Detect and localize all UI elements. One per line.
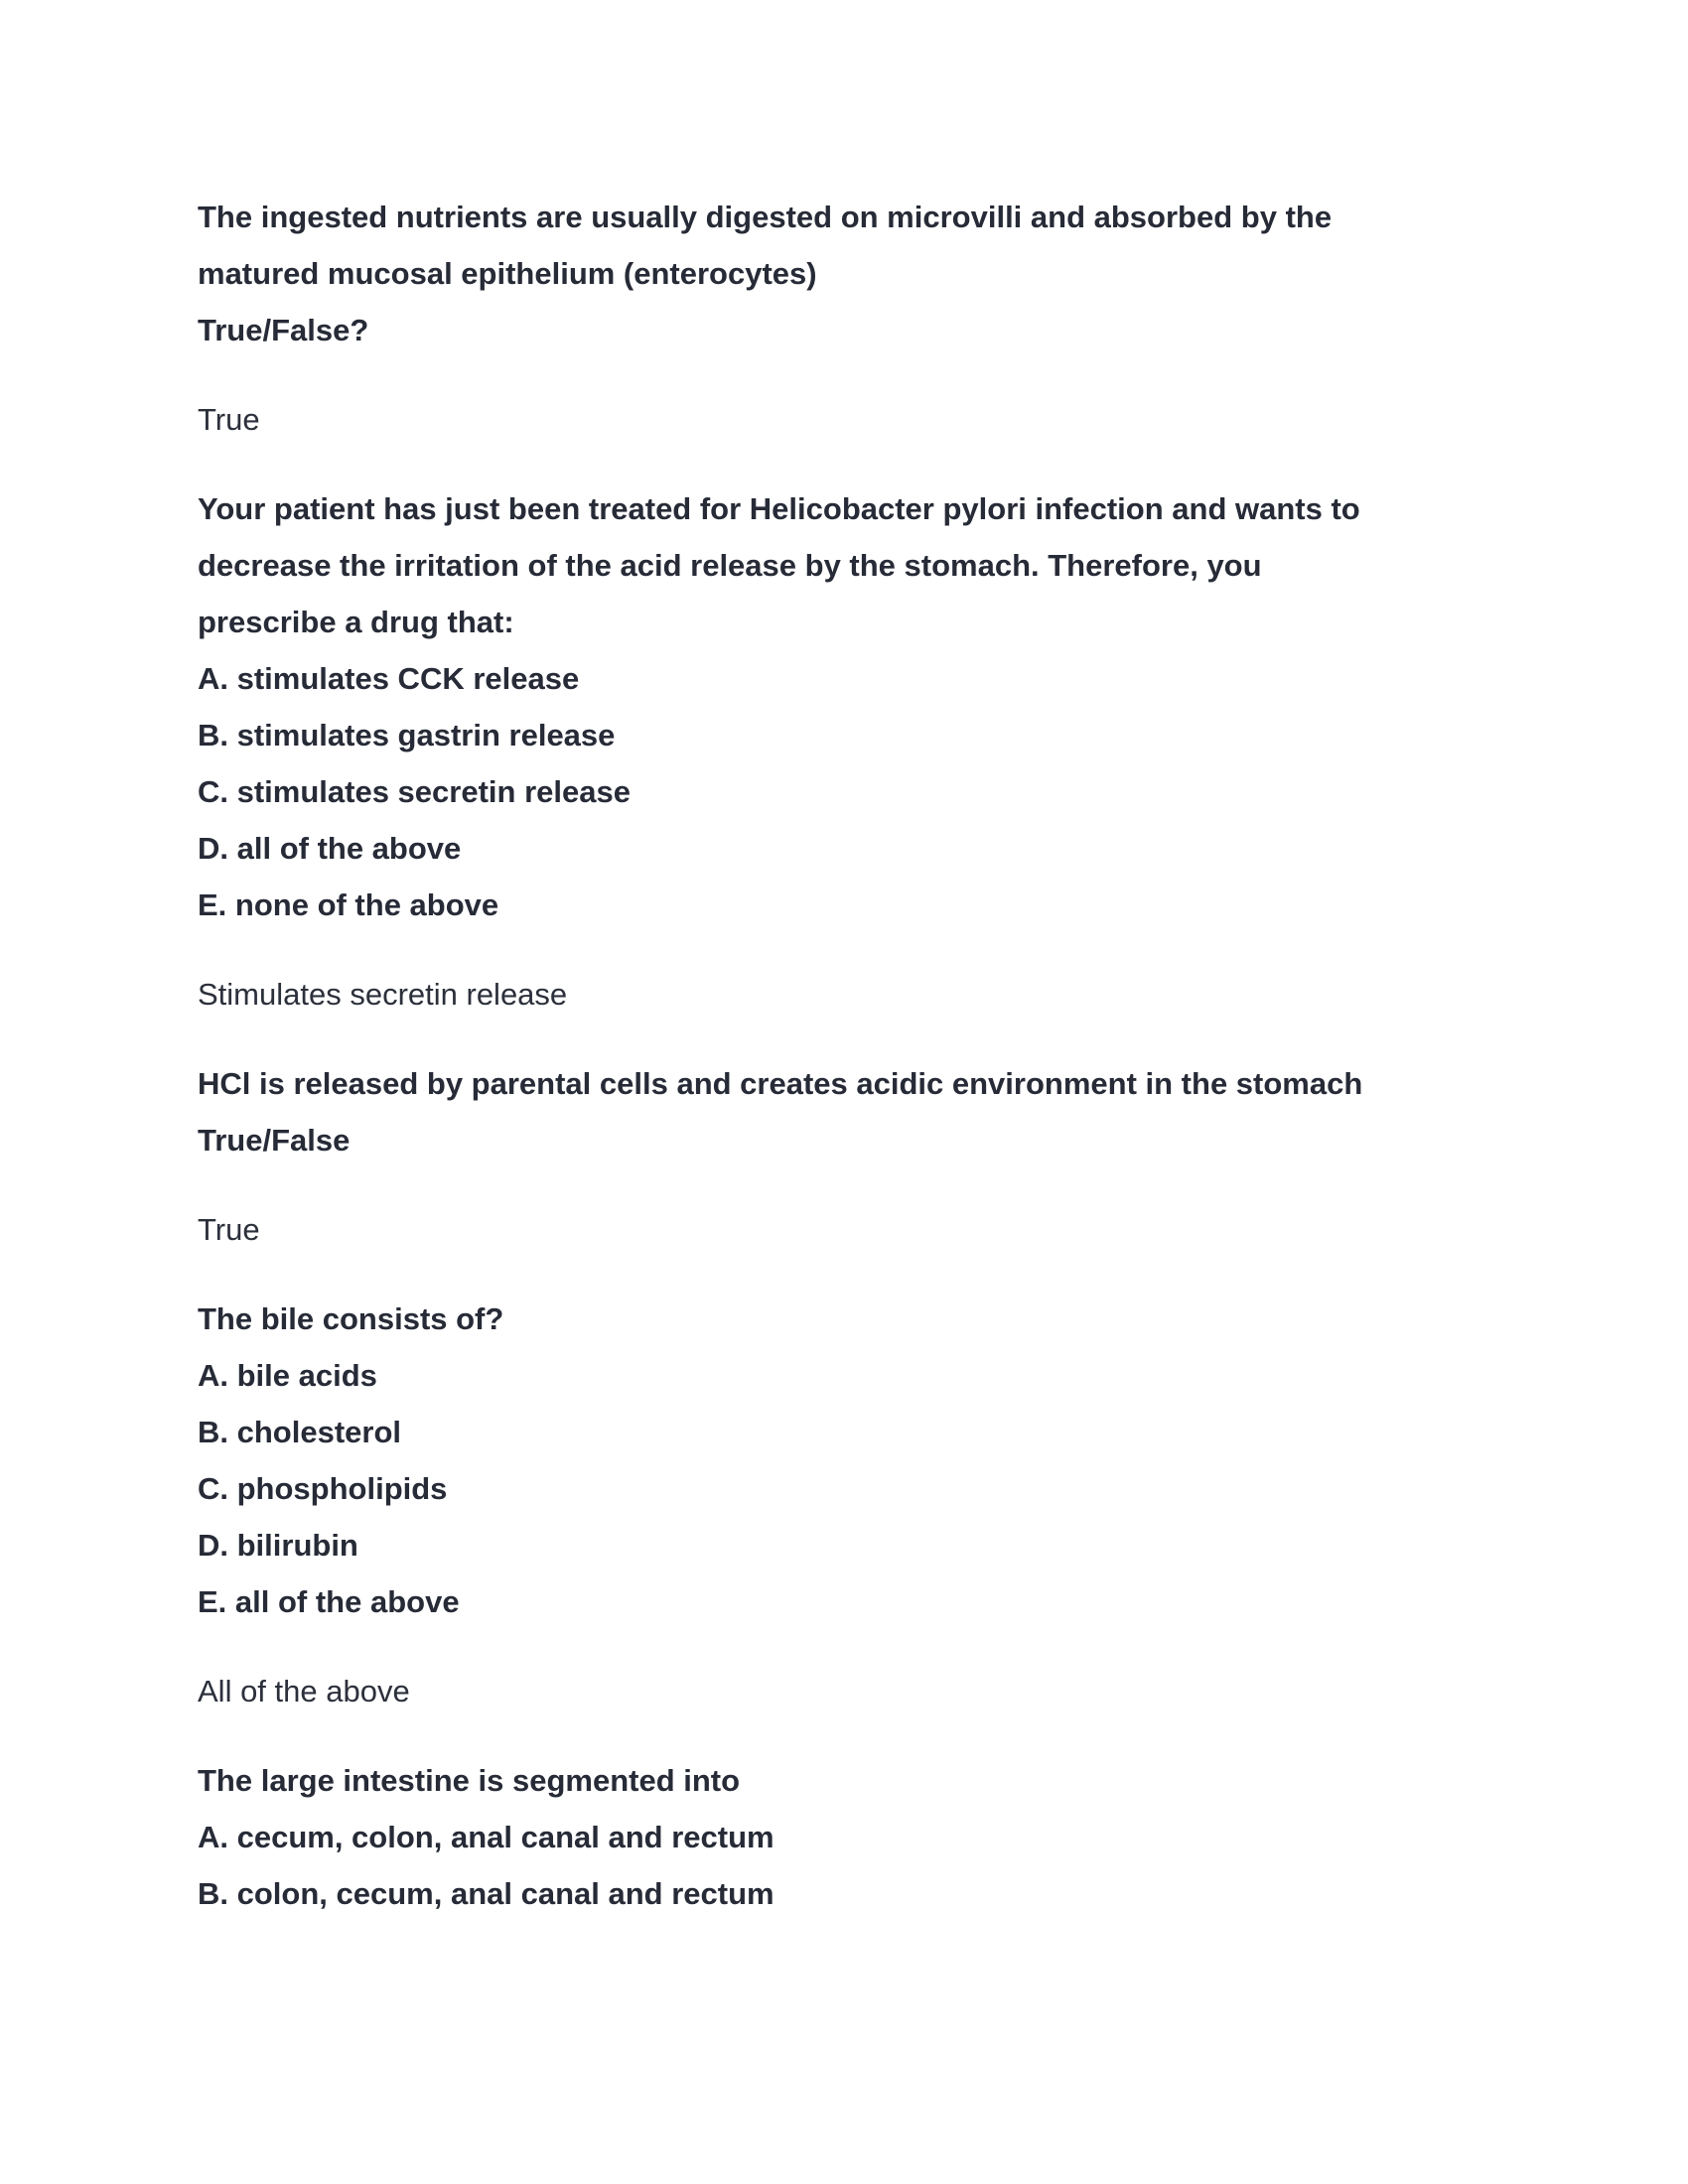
question-line: D. all of the above <box>198 831 462 866</box>
question-line: A. cecum, colon, anal canal and rectum <box>198 1820 774 1854</box>
question-text: Your patient has just been treated for Helicobacter pylori infection and wants to <box>198 491 1360 526</box>
question-line: C. stimulates secretin release <box>198 774 631 809</box>
question-line: True/False <box>198 1123 351 1158</box>
question-line: A. stimulates CCK release <box>198 661 580 696</box>
question-line: matured mucosal epithelium (enterocytes) <box>198 256 817 291</box>
question-2 <box>198 480 1488 933</box>
question-line: A. bile acids <box>198 1358 377 1393</box>
question-line: B. stimulates gastrin release <box>198 718 616 752</box>
document-body <box>198 189 1488 1922</box>
answer-4: All of the above <box>198 1674 410 1708</box>
question-text: The large intestine is segmented into <box>198 1763 741 1798</box>
question-5 <box>198 1752 1488 1922</box>
question-line: E. all of the above <box>198 1584 460 1619</box>
question-text: The bile consists of? <box>198 1301 504 1336</box>
question-line: D. bilirubin <box>198 1528 358 1563</box>
question-line: C. phospholipids <box>198 1471 448 1506</box>
question-4 <box>198 1291 1488 1630</box>
question-text: The ingested nutrients are usually digested on microvilli and absorbed by the <box>198 200 1333 234</box>
question-3 <box>198 1055 1488 1168</box>
question-1 <box>198 189 1488 358</box>
question-line: E. none of the above <box>198 887 499 922</box>
question-line: True/False? <box>198 313 369 347</box>
question-text: HCl is released by parental cells and creates acidic environment in the stomach <box>198 1066 1363 1101</box>
answer-1: True <box>198 402 260 437</box>
answer-3: True <box>198 1212 260 1247</box>
answer-2: Stimulates secretin release <box>198 977 568 1012</box>
question-line: B. cholesterol <box>198 1415 401 1449</box>
question-line: B. colon, cecum, anal canal and rectum <box>198 1876 774 1911</box>
question-line: prescribe a drug that: <box>198 605 514 639</box>
question-line: decrease the irritation of the acid release by the stomach. Therefore, you <box>198 548 1262 583</box>
